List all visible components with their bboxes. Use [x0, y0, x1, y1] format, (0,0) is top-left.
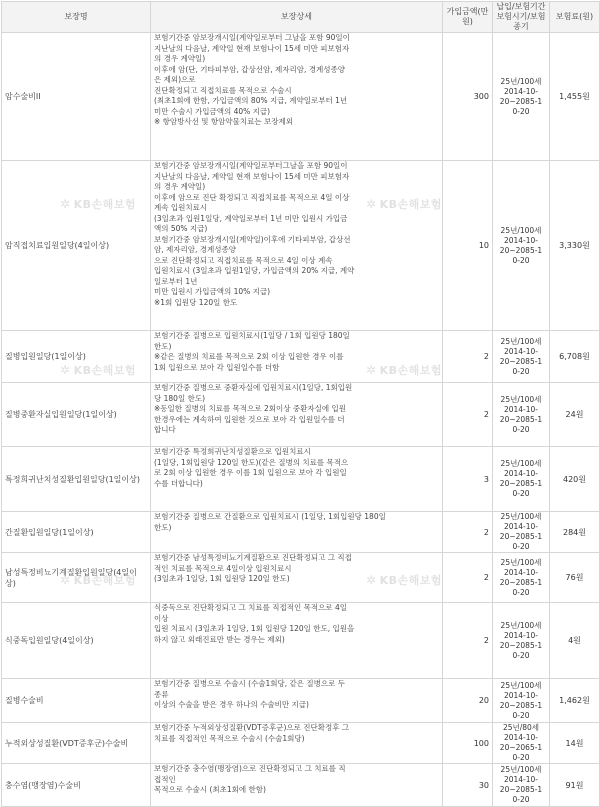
- detail-line: 당 180일 한도): [154, 393, 205, 403]
- detail-line: 계속 입원치료시: [154, 203, 208, 212]
- coverage-amount: 2: [443, 553, 493, 603]
- detail-line: 암, 제자리암, 경계성종양: [154, 245, 236, 254]
- header-premium: 보험료(원): [550, 2, 600, 33]
- detail-line: 보험기간중 질병으로 입원치료시(1일당 / 1회 입원당 180일: [154, 331, 350, 340]
- kb-star-icon: ✲: [60, 197, 71, 211]
- kb-star-icon: ✲: [366, 363, 377, 377]
- detail-line: 식중독으로 진단확정되고 그 치료를 직접적인 목적으로 4일: [154, 603, 347, 612]
- detail-line: ※ 항암방사선 및 항암약물치료는 보장제외: [154, 117, 293, 126]
- coverage-name: 암직접치료입원일당(4일이상): [2, 161, 151, 331]
- coverage-name: 간질환입원일당(1일이상): [2, 512, 151, 553]
- detail-line: 이후에 암(단, 기타피부암, 갑상선암, 제자리암, 경계성종양: [154, 64, 346, 74]
- table-row: [2, 553, 600, 603]
- coverage-premium: 3,330원: [550, 161, 600, 331]
- watermark-text: KB손해보험: [379, 364, 442, 377]
- coverage-amount: 100: [443, 723, 493, 764]
- table-row: [2, 723, 600, 764]
- coverage-detail: [151, 447, 443, 512]
- detail-line: 입원 치료시 (3일초과 1일당, 1회 입원당 120일 한도, 입원을: [154, 624, 355, 633]
- detail-line: 보험기간중 특정희귀난치성질환으로 입원치료시: [154, 447, 311, 456]
- coverage-name: 누적외상성질환(VDT증후군)수술비: [2, 723, 151, 764]
- coverage-amount: 30: [443, 764, 493, 807]
- table-row: [2, 33, 600, 161]
- table-row: [2, 161, 600, 331]
- detail-line: 보험기간중 질병으로 중환자실에 입원치료시(1일당, 1회입원: [154, 383, 353, 392]
- detail-line: 일로부터 1년: [154, 276, 198, 286]
- detail-line: 보험기간중 누적외상성질환(VDT증후군)으로 진단확정후 그: [154, 723, 350, 732]
- detail-line: ※동일한 질병의 치료를 목적으로 2회이상 중환자실에 입원: [154, 404, 346, 413]
- detail-line: 적인 치료를 목적으로 4일이상 입원치료시: [154, 563, 292, 573]
- coverage-period: [493, 679, 550, 723]
- table-row: [2, 447, 600, 512]
- detail-line: 지난날의 다음날, 계약일 현재 보험나이 15세 미만 피보험자: [154, 171, 350, 181]
- detail-line: 한경우에는 계속하여 입원한 것으로 보아 각 입원일수를 더: [154, 414, 345, 424]
- period-line: 0-20: [512, 650, 530, 660]
- coverage-detail: [151, 723, 443, 764]
- detail-line: 목적으로 수술시 (최초1회에 한함): [154, 785, 266, 794]
- coverage-period: [493, 553, 550, 603]
- coverage-premium: 6,708원: [550, 331, 600, 383]
- period-line: 25년/100세: [500, 765, 542, 774]
- period-line: 2014-10-20~2085-1: [499, 522, 543, 541]
- coverage-name: 충수염(맹장염)수술비: [2, 764, 151, 807]
- coverage-premium: 76원: [550, 553, 600, 603]
- period-line: 0-20: [512, 366, 530, 376]
- coverage-name: 식중독입원일당(4일이상): [2, 603, 151, 679]
- coverage-amount: 300: [443, 33, 493, 161]
- period-line: 2014-10-20~2085-1: [499, 86, 543, 106]
- coverage-amount: 2: [443, 331, 493, 383]
- detail-line: 보험기간중 충수염(맹장염)으로 진단확정되고 그 치료를 직: [154, 764, 346, 773]
- header-amount: 가입금액(만원): [443, 2, 493, 33]
- kb-star-icon: ✲: [60, 573, 71, 587]
- period-line: 25년/100세: [500, 680, 542, 690]
- detail-line: 수를 더합니다): [154, 478, 203, 488]
- detail-line: 지난날의 다음날, 계약일 현재 보험나이 15세 미만 피보험자: [154, 43, 350, 53]
- detail-line: (3일초과 입원1일당, 계약일로부터 1년 미만 입원시 가입금: [154, 213, 348, 223]
- coverage-detail: [151, 331, 443, 383]
- coverage-period: [493, 723, 550, 764]
- coverage-detail: [151, 383, 443, 447]
- table-row: [2, 603, 600, 679]
- coverage-amount: 20: [443, 679, 493, 723]
- header-detail: 보장상세: [151, 2, 443, 33]
- detail-line: 치료를 직접적인 목적으로 수술시 (수술1회당): [154, 733, 305, 743]
- coverage-period: [493, 331, 550, 383]
- detail-line: 이후에 암으로 진단 확정되고 직접치료를 목적으로 4일 이상: [154, 192, 350, 202]
- period-line: 0-20: [512, 542, 530, 551]
- detail-line: (3일초과 1일당, 1회 입원당 120일 한도): [154, 574, 290, 583]
- coverage-detail: [151, 764, 443, 807]
- detail-line: 입원치료시 (3일초과 입원1일당, 가입금액의 20% 지급, 계약: [154, 266, 355, 275]
- coverage-amount: 3: [443, 447, 493, 512]
- detail-line: 이상의 수술을 받은 경우 하나의 수술비만 지급): [154, 700, 309, 709]
- detail-line: ※1회 입원당 120일 한도: [154, 297, 238, 307]
- watermark-text: KB손해보험: [379, 574, 442, 587]
- period-line: 0-20: [512, 587, 530, 597]
- period-line: 25년/100세: [500, 336, 542, 346]
- detail-line: 의 경우 계약일): [154, 182, 206, 191]
- detail-line: 은 제외)으로: [154, 75, 196, 84]
- coverage-amount: 2: [443, 603, 493, 679]
- coverage-name: 특정희귀난치성질환입원일당(1일이상): [2, 447, 151, 512]
- coverage-detail: [151, 603, 443, 679]
- coverage-name: 암수술비II: [2, 33, 151, 161]
- period-line: 0-20: [512, 106, 530, 116]
- coverage-detail: [151, 553, 443, 603]
- detail-line: 의 경우 계약일): [154, 54, 206, 63]
- kb-star-icon: ✲: [60, 363, 71, 377]
- coverage-name: 질병입원일당(1일이상): [2, 331, 151, 383]
- coverage-premium: 1,455원: [550, 33, 600, 161]
- period-line: 2014-10-20~2085-1: [499, 775, 543, 794]
- period-line: 25년/100세: [500, 557, 542, 567]
- detail-line: 이상: [154, 613, 169, 623]
- table-row: [2, 679, 600, 723]
- detail-line: 보험기간중 암보장개시일(계약일로부터 그날을 포함 90일이: [154, 33, 350, 42]
- coverage-detail: [151, 679, 443, 723]
- coverage-period: [493, 383, 550, 447]
- detail-line: 진단확정되고 직접치료를 목적으로 수술시: [154, 85, 292, 95]
- coverage-premium: 14원: [550, 723, 600, 764]
- table-row: [2, 383, 600, 447]
- coverage-period: [493, 161, 550, 331]
- coverage-period: [493, 512, 550, 553]
- period-line: 25년/100세: [500, 76, 542, 86]
- period-line: 2014-10-20~2085-1: [499, 567, 543, 587]
- detail-line: ※같은 질병의 치료를 목적으로 2회 이상 입원한 경우 이를: [154, 352, 344, 361]
- detail-line: (1일당, 1회입원당 120일 한도)(같은 질병의 치료를 목적으: [154, 457, 349, 467]
- coverage-detail: [151, 512, 443, 553]
- coverage-amount: 2: [443, 512, 493, 553]
- period-line: 2014-10-20~2085-1: [499, 404, 543, 424]
- period-line: 25년/100세: [500, 394, 542, 404]
- period-line: 0-20: [512, 424, 530, 434]
- period-line: 0-20: [512, 255, 530, 265]
- period-line: 2014-10-20~2065-1: [499, 733, 543, 752]
- coverage-period: [493, 33, 550, 161]
- detail-line: 종류: [154, 689, 169, 699]
- detail-line: 하지 않고 외래진료만 받는 경우는 제외): [154, 634, 285, 644]
- coverage-detail: [151, 33, 443, 161]
- watermark-text: KB손해보험: [379, 198, 442, 211]
- detail-line: 1회 입원으로 보아 각 입원일수를 더함: [154, 362, 280, 372]
- period-line: 2014-10-20~2085-1: [499, 630, 543, 650]
- detail-line: 보험기간중 질병으로 수술시 (수술1회당, 같은 질병으로 두: [154, 679, 346, 688]
- coverage-premium: 24원: [550, 383, 600, 447]
- detail-line: 으로 진단확정되고 직접치료를 목적으로 4일 이상 계속: [154, 255, 333, 265]
- watermark-text: KB손해보험: [73, 364, 136, 377]
- coverage-premium: 1,462원: [550, 679, 600, 723]
- period-line: 25년/100세: [500, 512, 542, 521]
- detail-line: 한도): [154, 341, 172, 351]
- watermark-text: KB손해보험: [73, 198, 136, 211]
- coverage-period: [493, 603, 550, 679]
- period-line: 0-20: [512, 489, 530, 498]
- coverage-premium: 284원: [550, 512, 600, 553]
- coverage-premium: 91원: [550, 764, 600, 807]
- period-line: 25년/100세: [500, 459, 542, 468]
- watermark-text: KB손해보험: [73, 574, 136, 587]
- coverage-amount: 2: [443, 383, 493, 447]
- detail-line: 미만 수술시 가입금액의 40% 지급): [154, 106, 271, 116]
- detail-line: 한도): [154, 522, 172, 532]
- detail-line: (최초1회에 한함, 가입금액의 80% 지급, 계약일로부터 1년: [154, 96, 348, 105]
- table-row: [2, 512, 600, 553]
- period-line: 2014-10-20~2085-1: [499, 690, 543, 710]
- detail-line: 미만 입원시 가입금액의 10% 지급): [154, 287, 271, 296]
- coverage-name: 질병중환자실입원일당(1일이상): [2, 383, 151, 447]
- detail-line: 액의 50% 지급): [154, 224, 208, 233]
- period-line: 0-20: [512, 710, 530, 720]
- header-period-line1: 납입/보험기간: [496, 2, 546, 11]
- period-line: 0-20: [512, 753, 530, 762]
- coverage-premium: 4원: [550, 603, 600, 679]
- header-name: 보장명: [2, 2, 151, 33]
- coverage-premium: 420원: [550, 447, 600, 512]
- coverage-table: [1, 1, 600, 807]
- coverage-period: [493, 447, 550, 512]
- period-line: 2014-10-20~2085-1: [499, 235, 543, 255]
- coverage-detail: [151, 161, 443, 331]
- detail-line: 보험기간중 질병으로 간질환으로 입원치료시 (1일당, 1회입원당 180일: [154, 512, 386, 521]
- period-line: 2014-10-20~2085-1: [499, 469, 543, 488]
- period-line: 2014-10-20~2085-1: [499, 346, 543, 366]
- table-row: [2, 331, 600, 383]
- coverage-amount: 10: [443, 161, 493, 331]
- detail-line: 합니다: [154, 425, 176, 434]
- period-line: 25년/80세: [502, 723, 540, 732]
- header-row: [2, 2, 600, 33]
- detail-line: 로 2회 이상 입원한 경우 이를 1회 입원으로 보아 각 입원일: [154, 468, 347, 477]
- header-period-line2: 보험시기/보험종기: [496, 12, 546, 31]
- coverage-name: 질병수술비: [2, 679, 151, 723]
- table-row: [2, 764, 600, 807]
- coverage-period: [493, 764, 550, 807]
- kb-star-icon: ✲: [366, 197, 377, 211]
- detail-line: 보험기간중 암보장개시일(계약일)이후에 기타피부암, 갑상선: [154, 234, 351, 244]
- period-line: 25년/100세: [500, 225, 542, 235]
- header-period: [493, 2, 550, 33]
- period-line: 25년/100세: [500, 620, 542, 630]
- period-line: 0-20: [512, 795, 530, 804]
- detail-line: 접적인: [154, 774, 176, 784]
- detail-line: 보험기간중 암보장개시일(계약일로부터그날을 포함 90일이: [154, 161, 348, 170]
- coverage-name: 남성특정비뇨기계질환입원일당(4일이상): [2, 553, 151, 603]
- kb-star-icon: ✲: [366, 573, 377, 587]
- detail-line: 보험기간중 남성특정비뇨기계질환으로 진단확정되고 그 직접: [154, 553, 352, 562]
